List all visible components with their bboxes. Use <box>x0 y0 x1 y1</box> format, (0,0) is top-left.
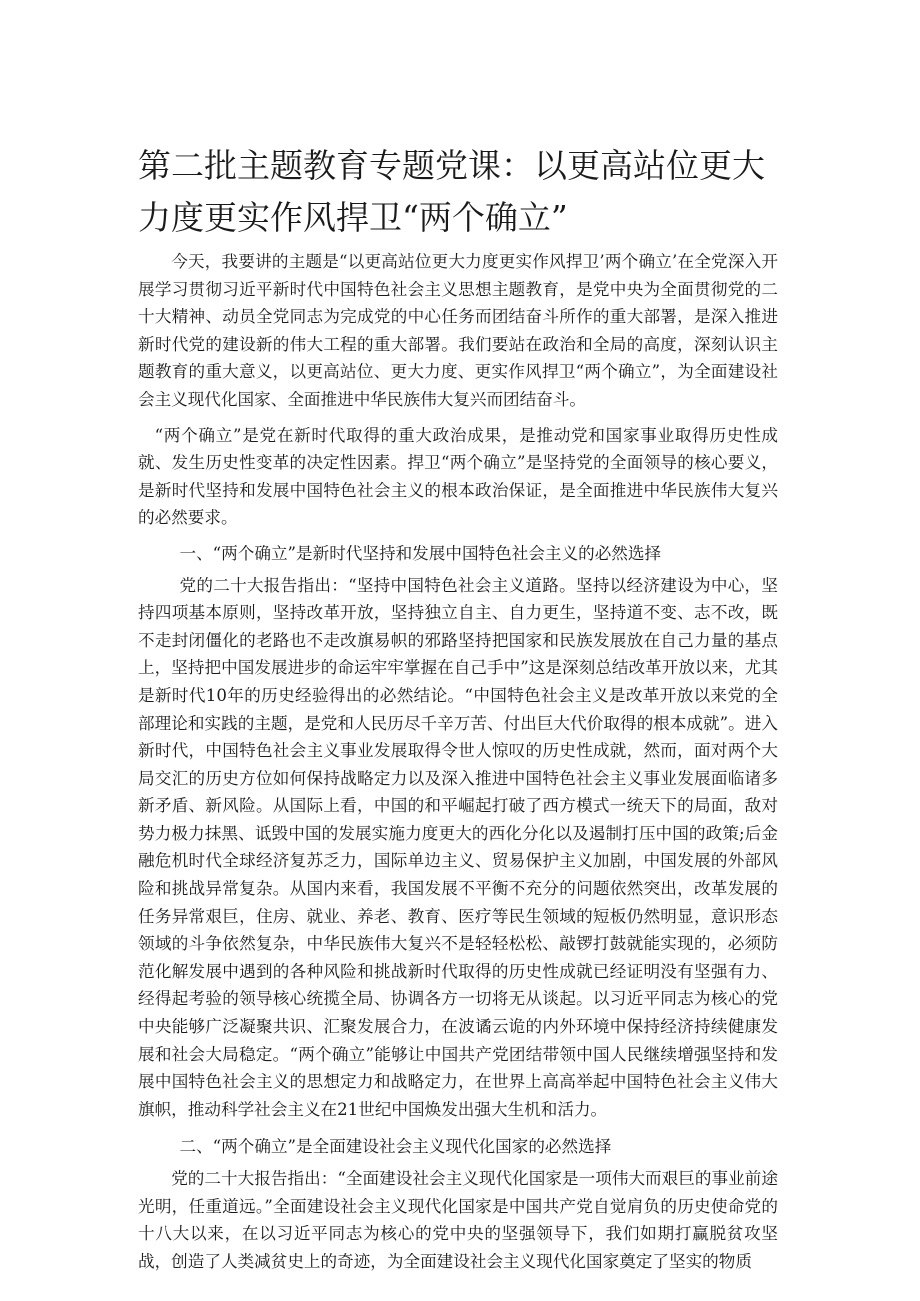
intro-paragraph: 今天，我要讲的主题是“以更高站位更大力度更实作风捍卫’两个确立’在全党深入开展学习贯彻习近平新时代中国特色社会主义思想主题教育，是党中央为全面贯彻党的二十大精神、动员全党同志为完成党的中心任务而团结奋斗所作的重大部署，是深入推进新时代党的建设新的伟大工程的重大部署。我们要站在政治和全局的高度，深刻认识主题教育的重大意义，以更高站位、更大力度、更实作风捍卫“两个确立”，为全面建设社会主义现代化国家、全面推进中华民族伟大复兴而团结奋斗。 <box>138 252 778 409</box>
document-title: 第二批主题教育专题党课：以更高站位更大力度更实作风捍卫“两个确立” <box>138 146 765 237</box>
significance-paragraph: “两个确立”是党在新时代取得的重大政治成果，是推动党和国家事业取得历史性成就、发生历史性变革的决定性因素。捍卫“两个确立”是坚持党的全面领导的核心要义，是新时代坚持和发展中国特色社会主义的根本政治保证，是全面推进中华民族伟大复兴的必然要求。 <box>138 425 778 528</box>
section-heading-1: 一、“两个确立”是新时代坚持和发展中国特色社会主义的必然选择 <box>179 543 662 563</box>
section-1-paragraph: 党的二十大报告指出：“坚持中国特色社会主义道路。坚持以经济建设为中心，坚持四项基本原则，坚持改革开放，坚持独立自主、自力更生，坚持道不变、志不改，既不走封闭僵化的老路也不走改旗易帜的邪路坚持把国家和民族发展放在自己力量的基点上，坚持把中国发展进步的命运牢牢掌握在自己手中”这是深刻总结改革开放以来，尤其是新时代10年的历史经验得出的必然结论。“中国特色社会主义是改革开放以来党的全部理论和实践的主题，是党和人民历尽千辛万苦、付出巨大代价取得的根本成就”。进入新时代，中国特色社会主义事业发展取得令世人惊叹的历史性成就，然而，面对两个大局交汇的历史方位如何保持战略定力以及深入推进中国特色社会主义事业发展面临诸多新矛盾、新风险。从国际上看，中国的和平崛起打破了西方模式一统天下的局面，敌对势力极力抹黑、诋毁中国的发展实施力度更大的西化分化以及遏制打压中国的政策;后金融危机时代全球经济复苏乏力，国际单边主义、贸易保护主义加剧，中国发展的外部风险和挑战异常复杂。从国内来看，我国发展不平衡不充分的问题依然突出，改革发展的任务异常艰巨，住房、就业、养老、教育、医疗等民生领域的短板仍然明显，意识形态领域的斗争依然复杂，中华民族伟大复兴不是轻轻松松、敲锣打鼓就能实现的，必须防范化解发展中遇到的各种风险和挑战新时代取得的历史性成就已经证明没有坚强有力、经得起考验的领导核心统揽全局、协调各方一切将无从谈起。以习近平同志为核心的党中央能够广泛凝聚共识、汇聚发展合力，在波谲云诡的内外环境中保持经济持续健康发展和社会大局稳定。“两个确立”能够让中国共产党团结带领中国人民继续增强坚持和发展中国特色社会主义的思想定力和战略定力，在世界上高高举起中国特色社会主义伟大旗帜，推动科学社会主义在21世纪中国焕发出强大生机和活力。 <box>138 575 778 1119</box>
section-heading-2: 二、“两个确立”是全面建设社会主义现代化国家的必然选择 <box>179 1137 612 1157</box>
section-2-paragraph: 党的二十大报告指出：“全面建设社会主义现代化国家是一项伟大而艰巨的事业前途光明，任重道远。”全面建设社会主义现代化国家是中国共产党自觉肩负的历史使命党的十八大以来，在以习近平同志为核心的党中央的坚强领导下，我们如期打赢脱贫攻坚战，创造了人类减贫史上的奇迹，为全面建设社会主义现代化国家奠定了坚实的物质 <box>138 1169 778 1271</box>
document-body <box>138 248 778 1275</box>
